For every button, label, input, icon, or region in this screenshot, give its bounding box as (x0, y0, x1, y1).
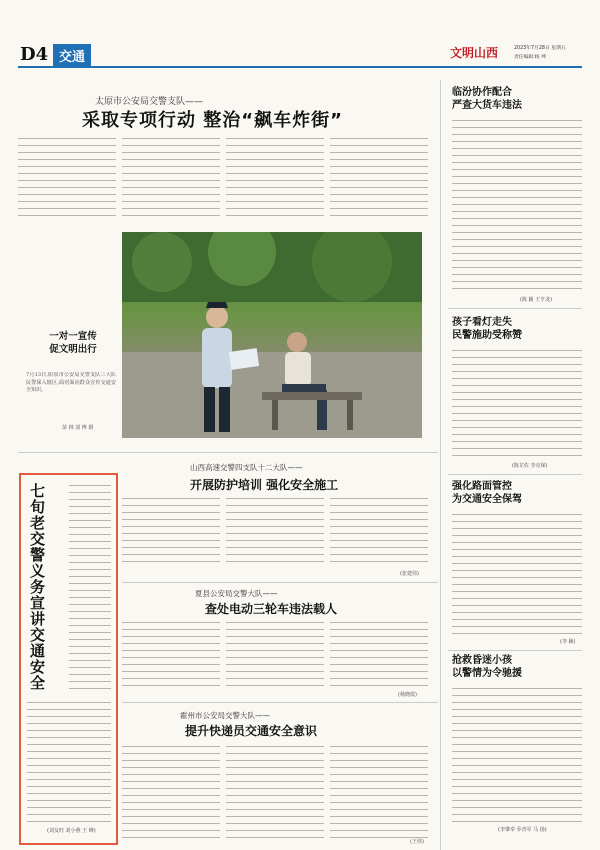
story3-credit: (杨晓霞) (398, 692, 417, 698)
story4-headline: 提升快递员交通安全意识 (185, 724, 318, 738)
right-story4-credit: (李肇奉 乔青军 马 扬) (498, 827, 547, 833)
story3-kicker: 夏县公安局交警大队—— (195, 589, 278, 598)
story2-body-col-1 (122, 496, 220, 568)
lead-body-col-1 (18, 136, 116, 220)
story3-body-col-3 (330, 620, 428, 692)
vertical-headline: 七旬老交警义务宣讲交通安全 (28, 483, 46, 691)
right-story1-credit: (陈 颖 王亨龙) (520, 297, 553, 303)
story2-body-col-2 (226, 496, 324, 568)
right-story4-body (452, 686, 582, 824)
masthead-rule (18, 66, 582, 68)
vertical-story-body-top (69, 483, 111, 693)
divider (18, 452, 438, 453)
photo-scene (122, 232, 422, 438)
paper-name: 文明山西 (450, 46, 499, 60)
vertical-story-credit: (刘友旺 刘小燕 王 峰) (47, 828, 96, 834)
story2-body-col-3 (330, 496, 428, 568)
right-story3-body (452, 512, 582, 636)
section-badge: 交通 (53, 44, 91, 67)
lead-headline: 采取专项行动 整治“飙车炸街” (82, 110, 343, 131)
story3-body-col-1 (122, 620, 220, 692)
story4-body-col-1 (122, 744, 220, 838)
editor-line: 责任编辑:杨 坤 (514, 55, 546, 60)
news-photo (122, 232, 422, 438)
divider (122, 582, 438, 583)
story2-kicker: 山西高速交警四支队十二大队—— (190, 463, 303, 472)
right-story3-credit: (李 颖) (560, 639, 576, 645)
right-story1-title: 临汾协作配合 严查大货车违法 (452, 87, 522, 111)
column-rule (440, 80, 441, 850)
right-story4-title: 抢救昏迷小孩 以警情为令驰援 (452, 655, 522, 679)
issue-date: 2023年7月28日 星期五 (514, 46, 566, 51)
divider (448, 650, 582, 651)
divider (448, 308, 582, 309)
lead-body-col-4 (330, 136, 428, 220)
photo-caption-title: 一对一宣传 促文明出行 (49, 331, 97, 355)
story4-body-col-2 (226, 744, 324, 838)
story4-body-col-3 (330, 744, 428, 838)
right-story2-body (452, 348, 582, 460)
highlighted-story (19, 473, 118, 845)
story4-kicker: 霍州市公安局交警大队—— (180, 711, 270, 720)
divider (448, 474, 582, 475)
right-story2-credit: (陈芷佐 李亮琛) (512, 463, 548, 469)
story3-headline: 查处电动三轮车违法载人 (205, 602, 338, 616)
photo-credit: 苗 林 刘 博 摄 (62, 425, 94, 431)
vertical-story-body (27, 700, 111, 826)
photo-caption-text: 7月13日,阳泉市公安局交警支队三大队民警深入辖区,面对面向群众宣传交通安全知识。 (26, 372, 116, 393)
story4-credit: (王伟) (410, 839, 424, 845)
right-story1-body (452, 118, 582, 294)
right-story2-title: 孩子看灯走失 民警施助受称赞 (452, 317, 522, 341)
right-story3-title: 强化路面管控 为交通安全保驾 (452, 481, 522, 505)
masthead (18, 40, 582, 68)
page-code: D4 (20, 44, 49, 65)
story2-headline: 开展防护培训 强化安全施工 (190, 478, 339, 492)
story2-credit: (张建伟) (400, 571, 419, 577)
divider (122, 702, 438, 703)
lead-kicker: 太原市公安局交警支队—— (95, 97, 204, 107)
lead-body-col-3 (226, 136, 324, 220)
lead-body-col-2 (122, 136, 220, 220)
story3-body-col-2 (226, 620, 324, 692)
